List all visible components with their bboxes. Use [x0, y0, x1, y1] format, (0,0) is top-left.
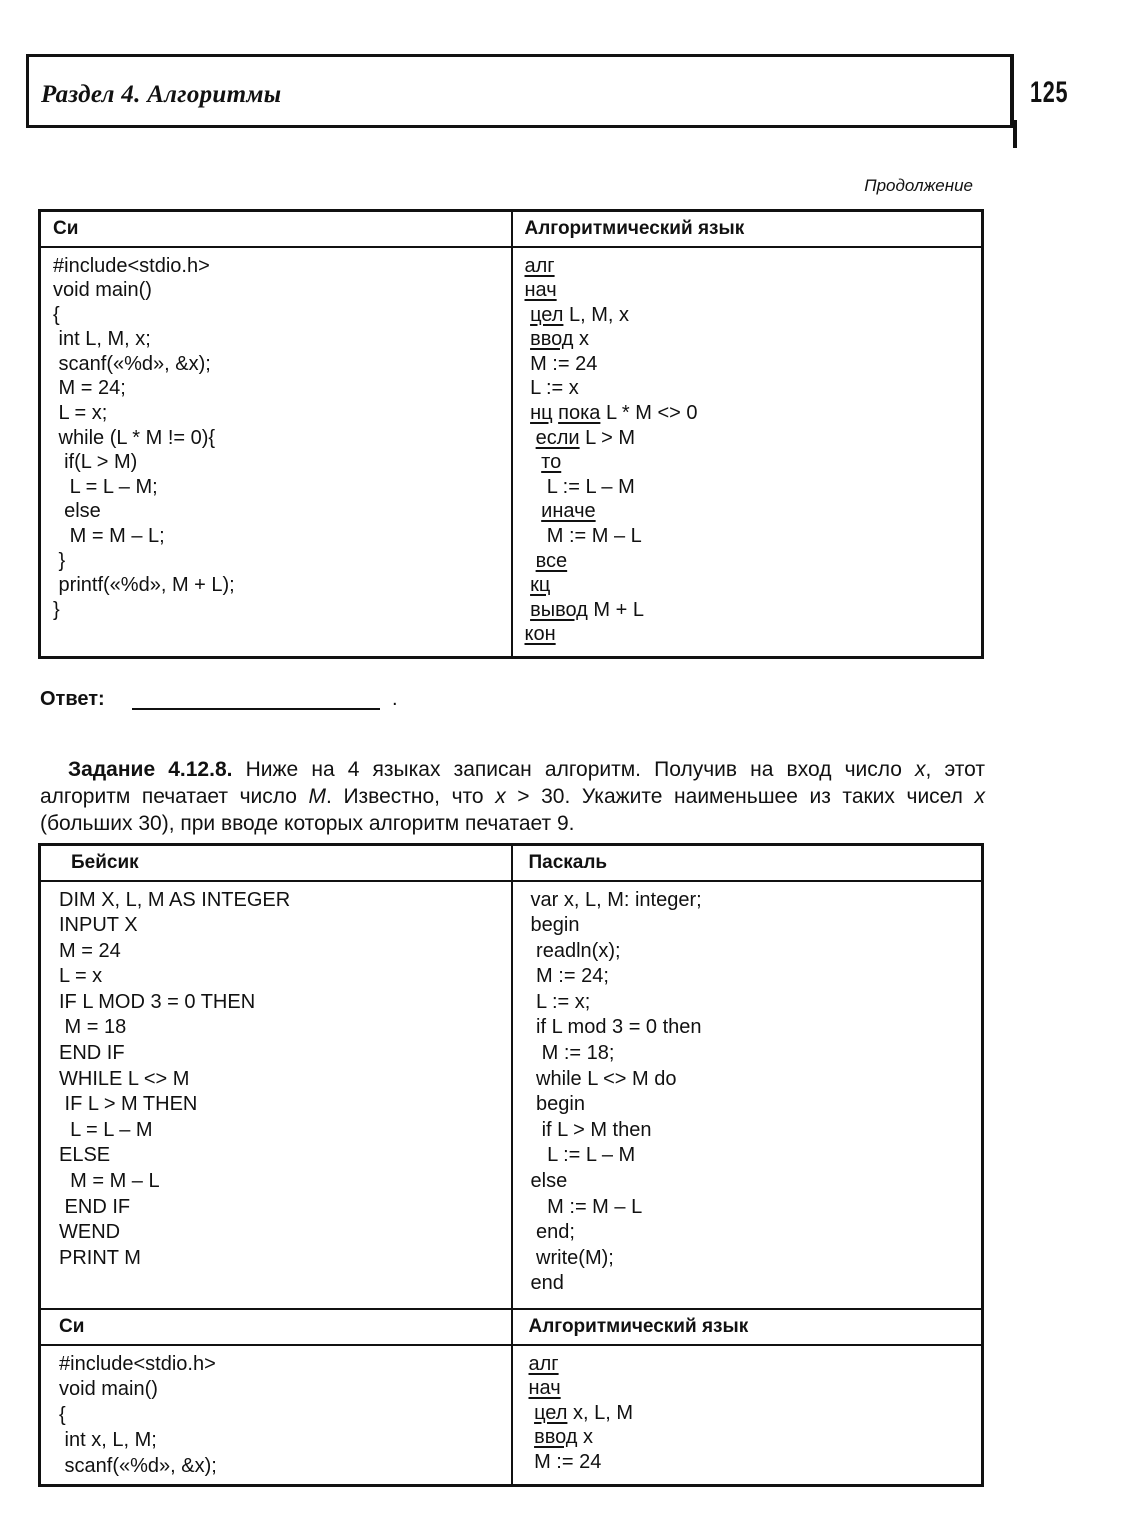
code-line: #include<stdio.h>	[53, 254, 210, 277]
task-text-part: . Известно, что	[326, 785, 496, 808]
code-line: void main()	[59, 1378, 158, 1401]
code-line: int L, M, x;	[53, 328, 151, 351]
code-line: else	[53, 500, 101, 523]
code-text: L > M	[579, 426, 635, 449]
code-line: if L > M then	[530, 1118, 652, 1141]
code-line	[525, 524, 970, 549]
code-line	[529, 1425, 970, 1450]
answer-dot: .	[392, 688, 398, 710]
task-text-part: , этот алгоритм печатает число	[40, 758, 985, 808]
keyword: цел	[530, 303, 564, 326]
code-table-1	[38, 209, 984, 659]
keyword: все	[535, 549, 568, 572]
code-text: x, L, M	[567, 1401, 633, 1424]
answer-blank[interactable]	[132, 708, 380, 710]
task-var: x	[915, 758, 926, 781]
keyword: то	[541, 451, 562, 474]
code-line: M = 18	[59, 1016, 127, 1039]
code-line	[525, 327, 970, 352]
code-text: M := M – L	[546, 525, 642, 548]
code-line: L = x;	[53, 402, 108, 425]
keyword: ввод	[530, 328, 574, 351]
code-line: begin	[530, 1093, 585, 1116]
header-divider	[1013, 120, 1017, 148]
code-line: ELSE	[59, 1144, 111, 1167]
keyword: ввод	[534, 1426, 578, 1449]
keyword: пока	[558, 402, 601, 425]
basic-header: Бейсик	[40, 845, 512, 881]
code-line	[525, 622, 970, 647]
indent	[525, 476, 547, 498]
task-text	[40, 756, 985, 837]
algo-code	[525, 254, 970, 648]
code-line: L := x;	[530, 990, 591, 1013]
code-line: if L mod 3 = 0 then	[530, 1016, 702, 1039]
indent	[525, 451, 542, 473]
algo-code-cell	[512, 247, 983, 658]
keyword: вывод	[530, 598, 588, 621]
section-title: Раздел 4. Алгоритмы	[41, 81, 282, 108]
code-line: M = M – L;	[53, 525, 165, 548]
code-line: printf(«%d», M + L);	[53, 574, 235, 597]
code-line: write(M);	[530, 1246, 614, 1269]
code-line: L = L – M	[59, 1118, 153, 1141]
indent	[525, 500, 542, 522]
code-line: L = x	[59, 965, 103, 988]
code-line: int x, L, M;	[59, 1429, 157, 1452]
code-line: WEND	[59, 1221, 121, 1244]
code-line: #include<stdio.h>	[59, 1352, 216, 1375]
code-line: DIM X, L, M AS INTEGER	[59, 888, 291, 911]
code-line: begin	[530, 914, 580, 937]
task-var: M	[308, 785, 327, 808]
code-line: M = 24;	[53, 377, 126, 400]
indent	[525, 427, 536, 449]
code-line: scanf(«%d», &x);	[59, 1454, 217, 1477]
code-line	[525, 376, 970, 401]
code-line: else	[530, 1170, 568, 1193]
keyword: алг	[528, 1352, 559, 1375]
code-line: M := 24;	[530, 965, 609, 988]
keyword: цел	[534, 1401, 568, 1424]
code-line: M = M – L	[59, 1170, 160, 1193]
code-text: L := x	[530, 377, 579, 400]
algo-header-2: Алгоритмический язык	[512, 1309, 983, 1345]
keyword: нач	[524, 279, 557, 302]
task-text-part: Ниже на 4 языках записан алгоритм. Получив на вход число	[232, 758, 916, 781]
keyword: кон	[524, 623, 556, 646]
code-line	[525, 598, 970, 623]
code-text: L := L – M	[546, 475, 635, 498]
algo-code-cell-2	[512, 1345, 983, 1486]
algo-header: Алгоритмический язык	[512, 211, 983, 247]
task-var: x	[495, 785, 506, 808]
code-line: var x, L, M: integer;	[530, 888, 702, 911]
code-line	[525, 475, 970, 500]
keyword: нач	[528, 1377, 561, 1400]
code-line: END IF	[59, 1195, 131, 1218]
code-line: }	[53, 549, 66, 572]
code-text: L * M <> 0	[600, 402, 698, 425]
code-line	[525, 303, 970, 328]
pascal-code	[531, 888, 970, 1298]
code-text: M + L	[587, 598, 644, 621]
task-text-part: > 30. Укажите наименьшее из таких чисел	[505, 785, 975, 808]
code-text: L, M, x	[563, 303, 629, 326]
c-code-2	[59, 1352, 499, 1480]
code-line: IF L MOD 3 = 0 THEN	[59, 990, 256, 1013]
code-line	[525, 426, 970, 451]
code-line: while L <> M do	[530, 1067, 677, 1090]
page-number: 125	[1030, 76, 1069, 109]
section-header	[26, 54, 1014, 128]
code-line: {	[59, 1403, 66, 1426]
code-line: scanf(«%d», &x);	[53, 352, 211, 375]
code-text: M := 24	[534, 1450, 602, 1473]
code-line: WHILE L <> M	[59, 1067, 190, 1090]
code-line: while (L * M != 0){	[53, 426, 216, 449]
code-line	[525, 254, 970, 279]
code-text: M := 24	[530, 352, 598, 375]
code-line: END IF	[59, 1042, 125, 1065]
code-line: void main()	[53, 279, 152, 302]
code-line	[529, 1401, 970, 1426]
code-line	[525, 278, 970, 303]
indent	[525, 550, 536, 572]
code-line: INPUT X	[59, 914, 138, 937]
c-code	[53, 254, 499, 623]
continuation-label: Продолжение	[864, 176, 973, 195]
code-line	[525, 499, 970, 524]
code-line: M = 24	[59, 939, 121, 962]
code-line: end	[530, 1272, 564, 1295]
code-line: M := M – L	[530, 1195, 643, 1218]
code-line	[529, 1376, 970, 1401]
code-line	[529, 1450, 970, 1475]
basic-code-cell	[40, 881, 512, 1309]
code-text: x	[573, 328, 590, 351]
code-line: M := 18;	[530, 1042, 615, 1065]
code-line: }	[53, 598, 60, 621]
keyword: алг	[524, 254, 555, 277]
c-header: Си	[40, 211, 512, 247]
code-text: x	[577, 1426, 594, 1449]
code-table-2	[38, 843, 984, 1487]
algo-code-2	[529, 1352, 970, 1475]
code-line: readln(x);	[530, 939, 621, 962]
code-line: end;	[530, 1221, 575, 1244]
c-code-cell	[40, 247, 512, 658]
c-code-cell-2	[40, 1345, 512, 1486]
answer-label: Ответ:	[40, 688, 105, 710]
indent	[525, 525, 547, 547]
keyword: если	[535, 426, 580, 449]
task-number: Задание 4.12.8.	[68, 758, 233, 781]
pascal-header: Паскаль	[512, 845, 983, 881]
c-header-2: Си	[40, 1309, 512, 1345]
code-line: if(L > M)	[53, 451, 138, 474]
code-line	[525, 573, 970, 598]
code-line	[525, 450, 970, 475]
keyword: иначе	[541, 500, 596, 523]
code-line	[525, 549, 970, 574]
code-line: {	[53, 303, 60, 326]
keyword: нц	[530, 402, 553, 425]
pascal-code-cell	[512, 881, 983, 1309]
code-line: L := L – M	[530, 1144, 636, 1167]
code-line	[525, 352, 970, 377]
code-line	[529, 1352, 970, 1377]
code-line: PRINT M	[59, 1246, 141, 1269]
basic-code	[59, 888, 499, 1272]
code-line	[525, 401, 970, 426]
keyword: кц	[530, 574, 551, 597]
task-var: x	[974, 785, 985, 808]
code-line: IF L > M THEN	[59, 1093, 198, 1116]
code-line: L = L – M;	[53, 475, 158, 498]
task-text-part: (больших 30), при вводе которых алгоритм печатает 9.	[40, 812, 575, 835]
